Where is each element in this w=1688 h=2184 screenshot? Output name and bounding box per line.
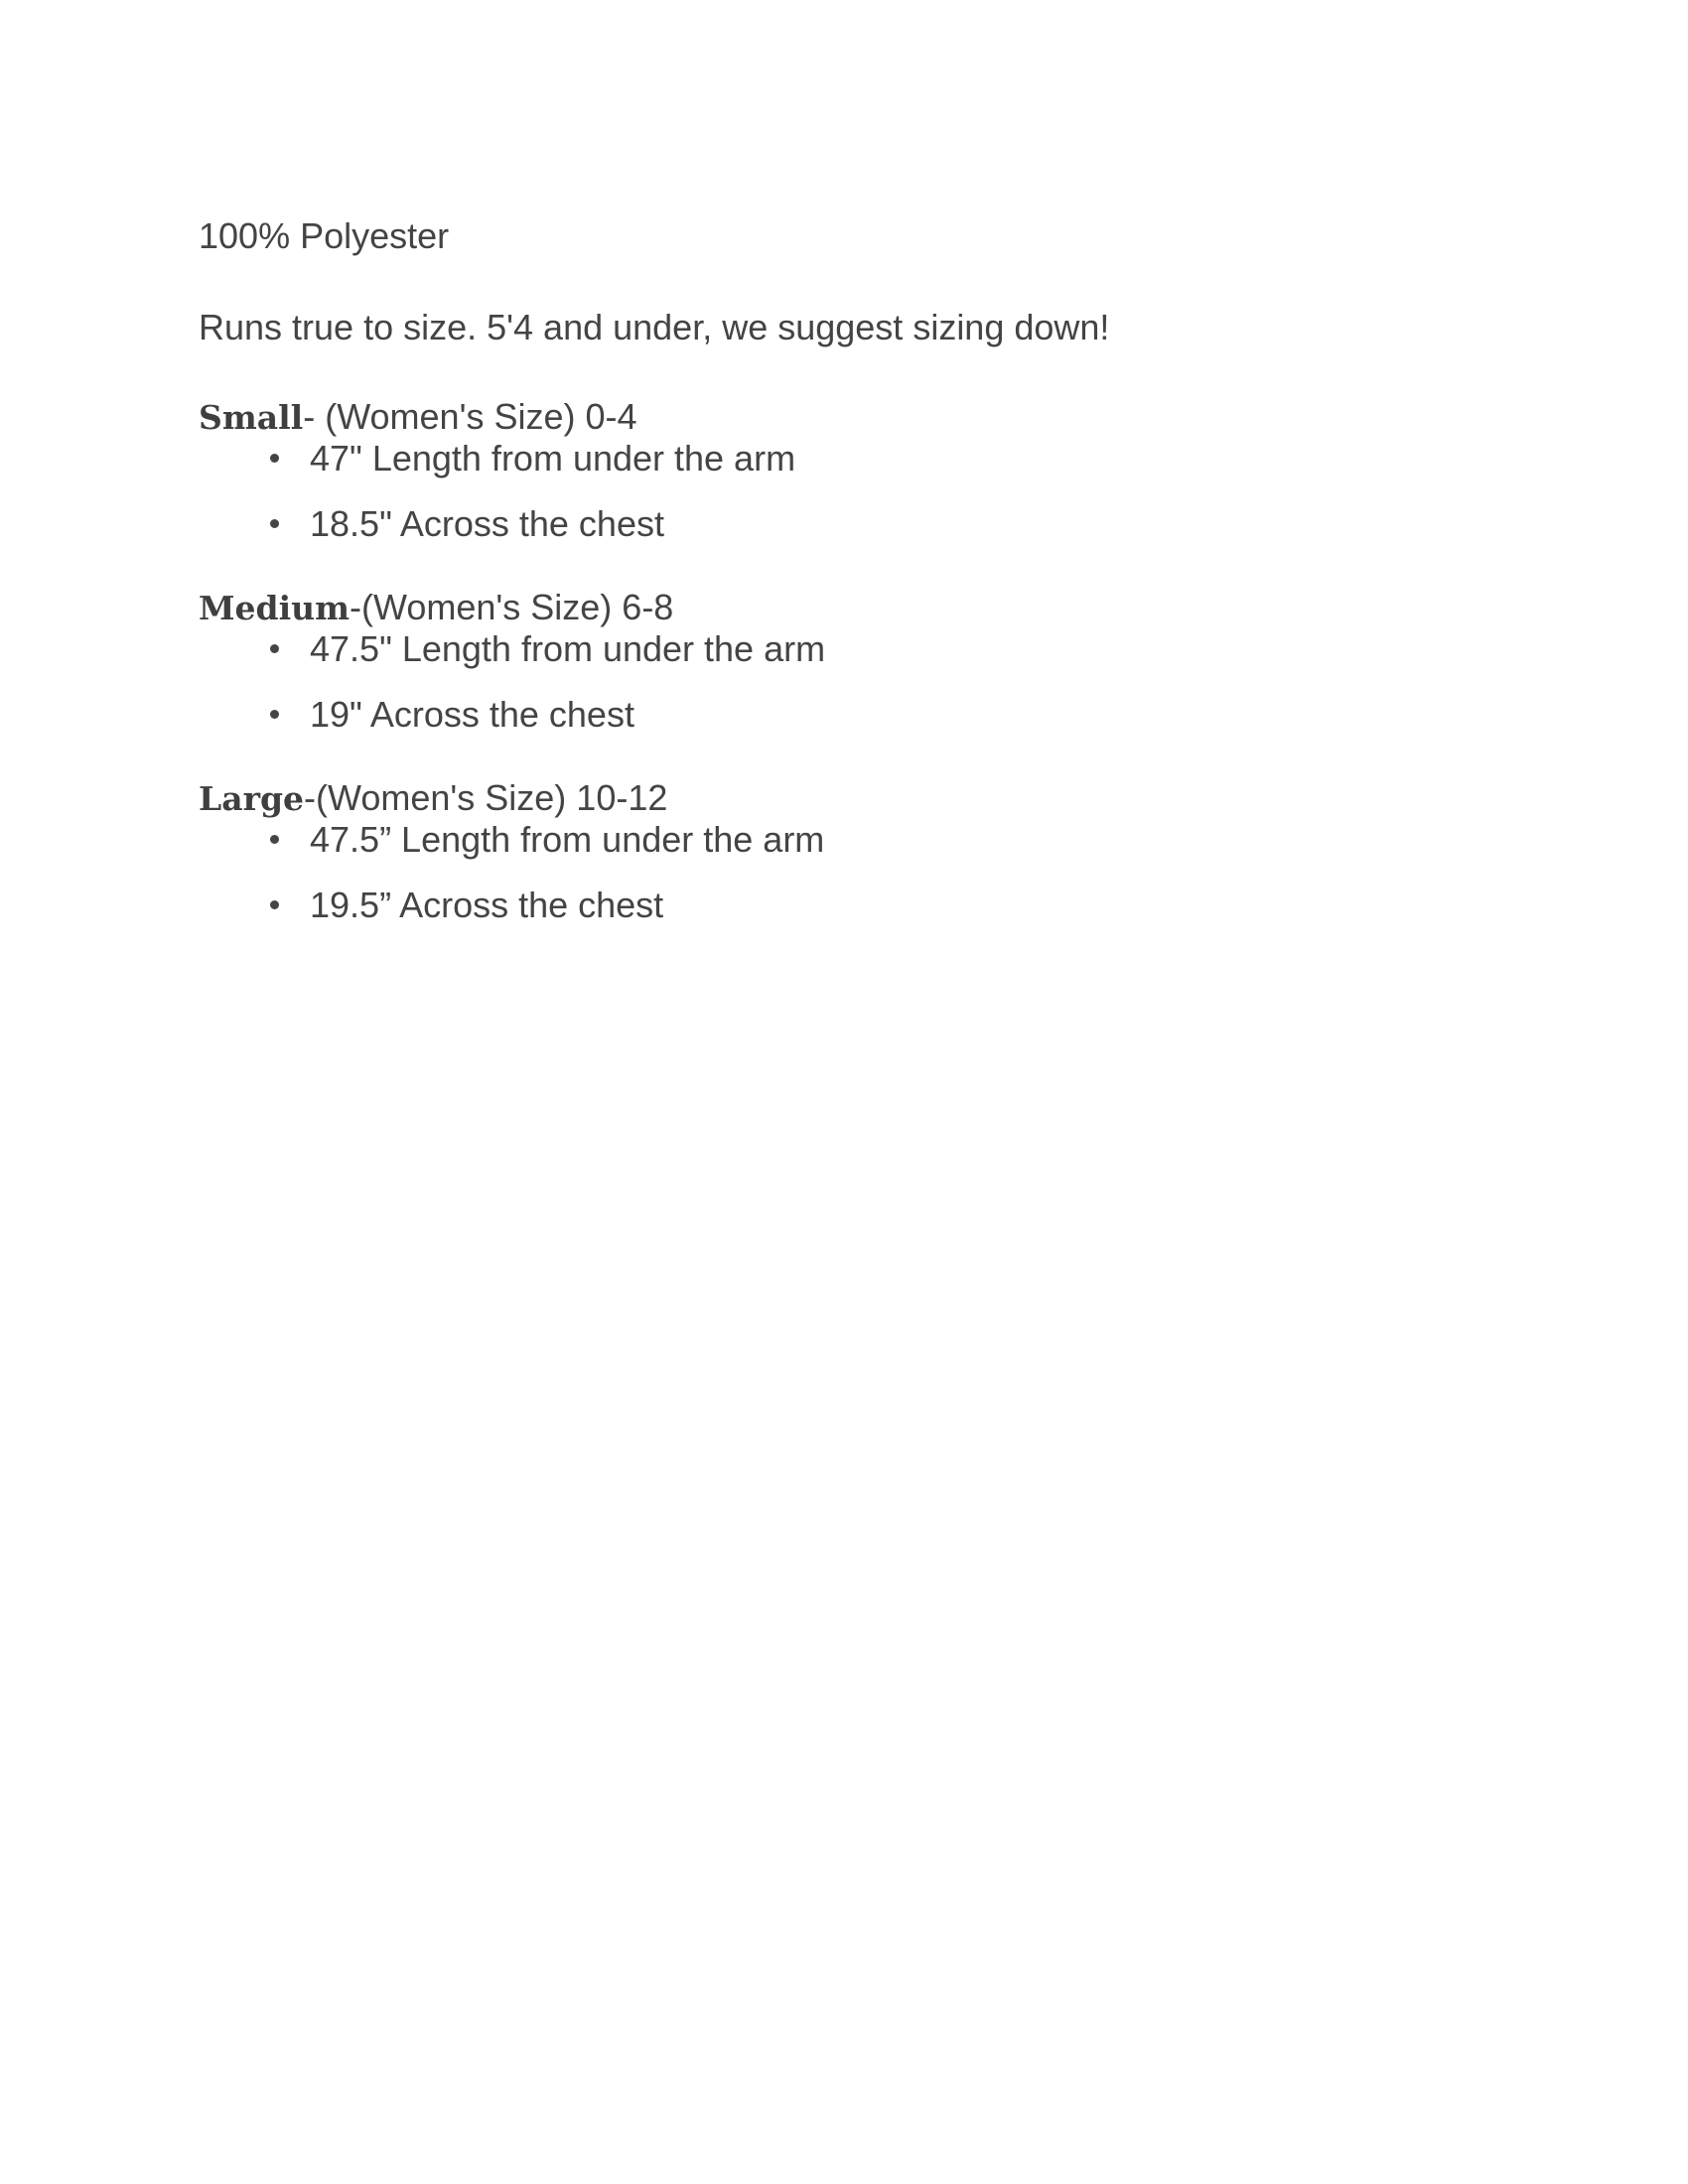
bullet-icon: [270, 710, 279, 719]
list-item: [310, 627, 825, 671]
bullet-icon: [270, 519, 279, 528]
bullet-icon: [270, 835, 279, 844]
bullet-icon: [270, 900, 279, 909]
size-range: -(Women's Size) 6-8: [350, 587, 674, 627]
list-item: [310, 693, 634, 737]
size-heading-large: [199, 776, 667, 821]
size-heading-small: [199, 395, 637, 440]
material-line: 100% Polyester: [199, 215, 450, 256]
measurement-text: 19" Across the chest: [310, 694, 634, 735]
size-range: -(Women's Size) 10-12: [304, 777, 668, 818]
size-name: Large: [199, 779, 305, 818]
list-item: [310, 818, 824, 862]
size-name: Small: [199, 398, 304, 437]
measurement-text: 47.5” Length from under the arm: [310, 819, 825, 860]
size-heading-medium: [199, 586, 673, 630]
list-item: [310, 437, 795, 480]
measurement-text: 18.5" Across the chest: [310, 503, 664, 544]
size-name: Medium: [199, 589, 351, 627]
measurement-text: 47" Length from under the arm: [310, 438, 796, 478]
bullet-icon: [270, 644, 279, 653]
size-range: - (Women's Size) 0-4: [303, 396, 637, 437]
measurement-text: 19.5” Across the chest: [310, 885, 664, 925]
fit-note: Runs true to size. 5'4 and under, we suggest sizing down!: [199, 307, 1110, 347]
list-item: [310, 502, 664, 546]
bullet-icon: [270, 454, 279, 463]
list-item: [310, 884, 663, 927]
measurement-text: 47.5" Length from under the arm: [310, 628, 826, 669]
